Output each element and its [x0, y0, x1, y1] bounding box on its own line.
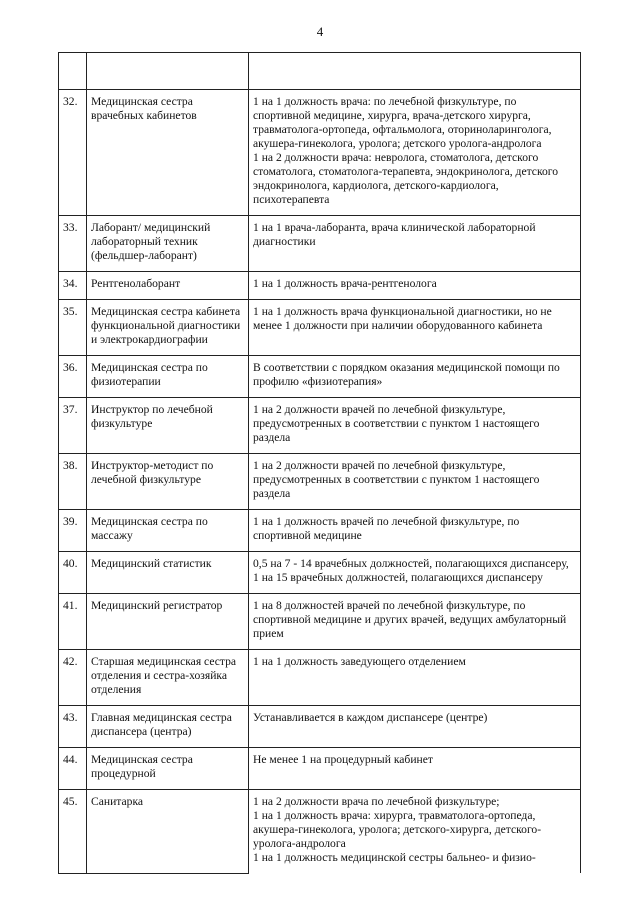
row-number: 39. [59, 510, 87, 552]
table-row [59, 650, 581, 706]
staffing-norm: 1 на 1 должность врача функциональной диагностики, но не менее 1 должности при наличии оборудованного кабинета [249, 300, 581, 356]
table-row [59, 706, 581, 748]
staffing-norm: 1 на 1 врача-лаборанта, врача клинической лабораторной диагностики [249, 216, 581, 272]
staffing-norm: 1 на 2 должности врачей по лечебной физкультуре, предусмотренных в соответствии с пунктом 1 настоящего раздела [249, 454, 581, 510]
row-number: 40. [59, 552, 87, 594]
position-name: Медицинский статистик [87, 552, 249, 594]
header-cell-norm [249, 53, 581, 90]
position-name: Инструктор по лечебной физкультуре [87, 398, 249, 454]
row-number: 45. [59, 790, 87, 874]
position-name: Медицинская сестра по физиотерапии [87, 356, 249, 398]
table-row [59, 594, 581, 650]
table-row [59, 300, 581, 356]
position-name: Лаборант/ медицинский лабораторный техник (фельдшер-лаборант) [87, 216, 249, 272]
position-name: Санитарка [87, 790, 249, 874]
staffing-norm: 1 на 2 должности врача по лечебной физкультуре; 1 на 1 должность врача: хирурга, травматолога-ортопеда, акушера-гинеколога, уролога; детского-хирурга, детского-уролога-андролога 1 на 1 должность медицинской сестры бальнео- и физио- [249, 790, 581, 874]
row-number: 38. [59, 454, 87, 510]
staffing-norm: Не менее 1 на процедурный кабинет [249, 748, 581, 790]
table-header-row [59, 53, 581, 90]
staffing-table [58, 52, 581, 874]
table-row [59, 356, 581, 398]
row-number: 32. [59, 90, 87, 216]
table-row [59, 790, 581, 874]
row-number: 42. [59, 650, 87, 706]
row-number: 41. [59, 594, 87, 650]
position-name: Рентгенолаборант [87, 272, 249, 300]
staffing-norm: 1 на 1 должность заведующего отделением [249, 650, 581, 706]
position-name: Медицинская сестра врачебных кабинетов [87, 90, 249, 216]
header-cell-number [59, 53, 87, 90]
table-row [59, 510, 581, 552]
staffing-norm: 1 на 2 должности врачей по лечебной физкультуре, предусмотренных в соответствии с пунктом 1 настоящего раздела [249, 398, 581, 454]
table-row [59, 748, 581, 790]
position-name: Медицинская сестра по массажу [87, 510, 249, 552]
staffing-norm: 1 на 1 должность врача-рентгенолога [249, 272, 581, 300]
table-row [59, 90, 581, 216]
table-row [59, 398, 581, 454]
page-number: 4 [316, 24, 324, 39]
row-number: 35. [59, 300, 87, 356]
position-name: Старшая медицинская сестра отделения и сестра-хозяйка отделения [87, 650, 249, 706]
staffing-norm: 1 на 1 должность врача: по лечебной физкультуре, по спортивной медицине, хирурга, врача-детского хирурга, травматолога-ортопеда, офтальмолога, оториноларинголога, акушера-гинеколога, уролога; детского уролога-андролога 1 на 2 должности врача: невролога, стоматолога, детского стоматолога, стоматолога-терапевта, эндокринолога, детского эндокринолога, кардиолога, детского-кардиолога, психотерапевта [249, 90, 581, 216]
table-row [59, 454, 581, 510]
table-row [59, 272, 581, 300]
row-number: 43. [59, 706, 87, 748]
row-number: 33. [59, 216, 87, 272]
header-cell-position [87, 53, 249, 90]
table-row [59, 216, 581, 272]
position-name: Инструктор-методист по лечебной физкультуре [87, 454, 249, 510]
row-number: 44. [59, 748, 87, 790]
position-name: Медицинский регистратор [87, 594, 249, 650]
row-number: 34. [59, 272, 87, 300]
staffing-norm: Устанавливается в каждом диспансере (центре) [249, 706, 581, 748]
staffing-norm: 0,5 на 7 - 14 врачебных должностей, полагающихся диспансеру, 1 на 15 врачебных должностей, полагающихся диспансеру [249, 552, 581, 594]
position-name: Медицинская сестра процедурной [87, 748, 249, 790]
table-row [59, 552, 581, 594]
position-name: Медицинская сестра кабинета функциональной диагностики и электрокардиографии [87, 300, 249, 356]
staffing-norm: 1 на 8 должностей врачей по лечебной физкультуре, по спортивной медицине и других врачей, ведущих амбулаторный прием [249, 594, 581, 650]
row-number: 36. [59, 356, 87, 398]
staffing-norm: В соответствии с порядком оказания медицинской помощи по профилю «физиотерапия» [249, 356, 581, 398]
row-number: 37. [59, 398, 87, 454]
position-name: Главная медицинская сестра диспансера (центра) [87, 706, 249, 748]
staffing-norm: 1 на 1 должность врачей по лечебной физкультуре, по спортивной медицине [249, 510, 581, 552]
